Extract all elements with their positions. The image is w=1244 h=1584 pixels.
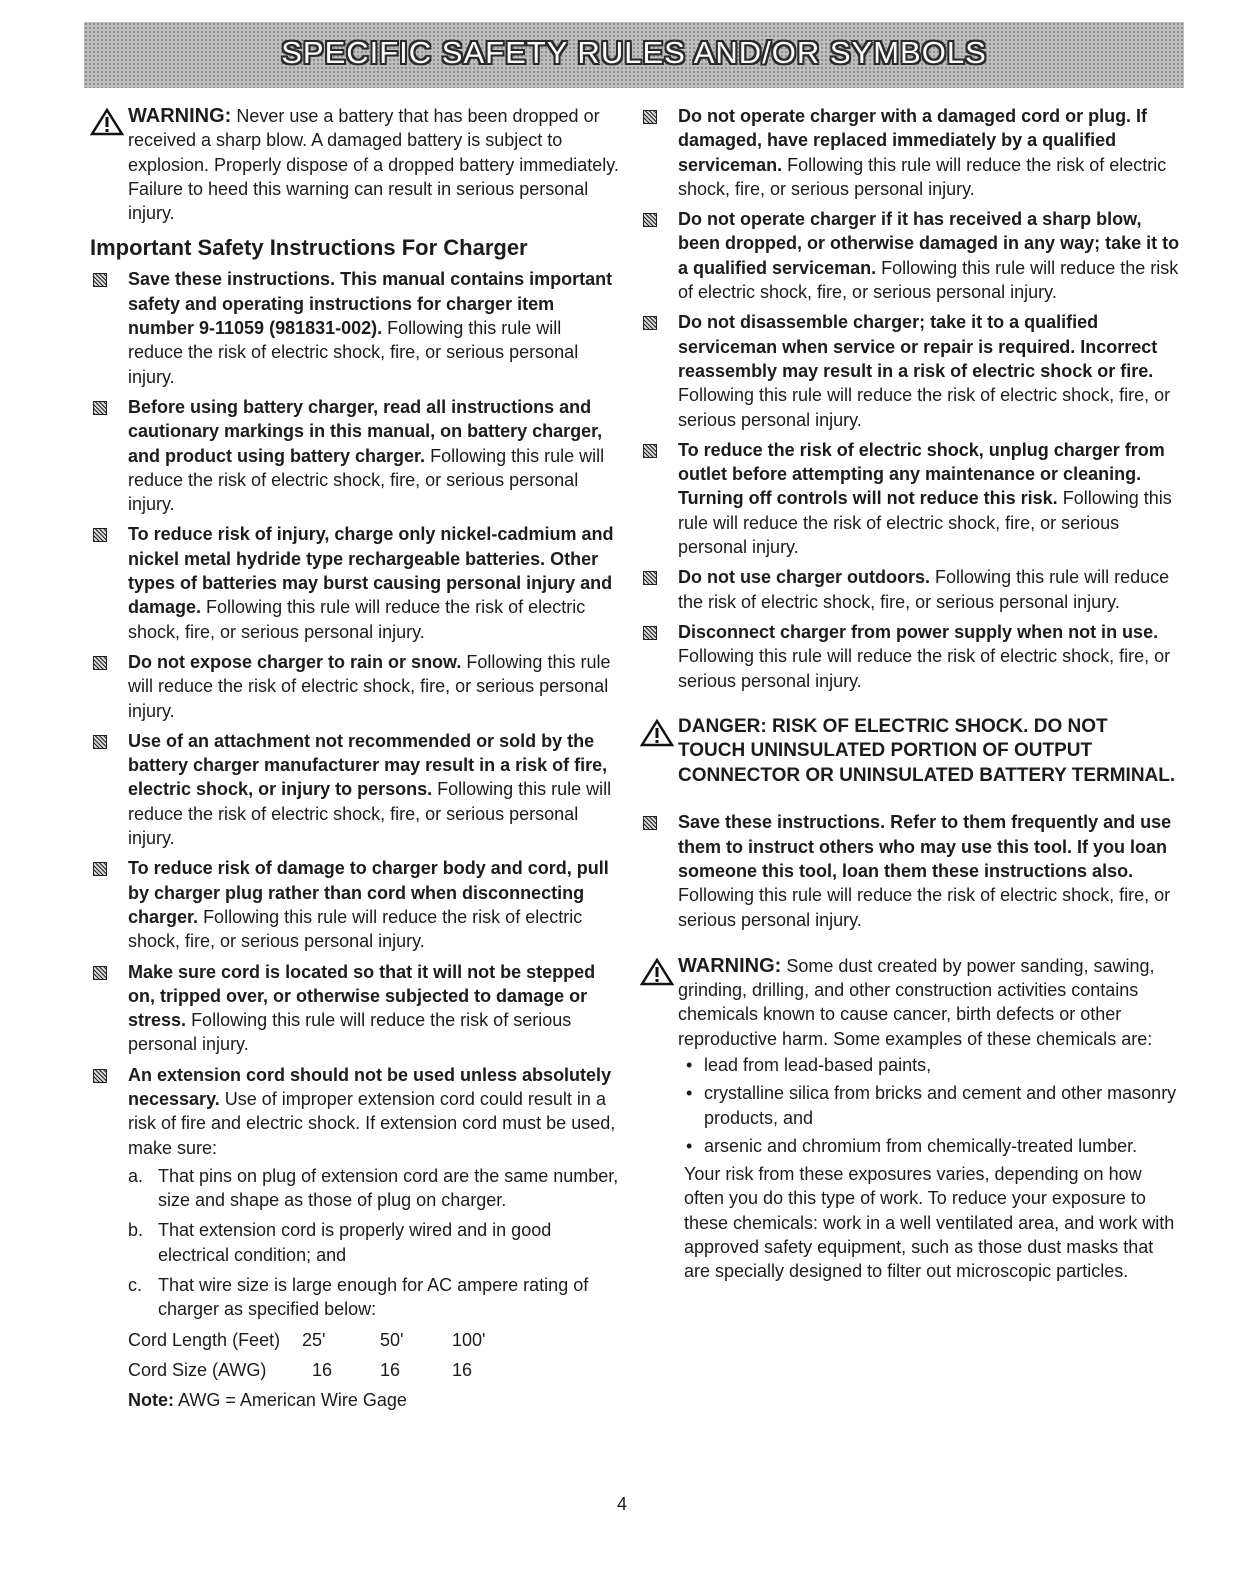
exposure-paragraph: Your risk from these exposures varies, depending on how often you do this type of work. To reduce your exposure to these chemicals: work in a well ventilated area, and work with approved safety equipment, such as those dust masks that are specially designed to filter out microscopic particles. [684, 1164, 1175, 1282]
list-item: To reduce risk of injury, charge only nickel-cadmium and nickel metal hydride type rechargeable batteries. Other types of batteries may burst causing personal injury and damage. Following this rule will reduce the risk of electric shock, fire, or serious personal injury. [90, 522, 620, 643]
table-row: Cord Length (Feet) 25' 50' 100' [128, 1329, 486, 1350]
square-bullet-icon [643, 571, 657, 585]
sub-item-b: b. That extension cord is properly wired and in good electrical condition; and [128, 1220, 552, 1265]
dust-warning [640, 954, 1180, 1051]
list-item: Do not operate charger if it has received a sharp blow, been dropped, or otherwise damaged in any way; take it to a qualified serviceman. Following this rule will reduce the risk of electric shock, fire, or serious personal injury. [640, 207, 1180, 304]
list-item: Before using battery charger, read all instructions and cautionary markings in this manual, on battery charger, and product using battery charger. Following this rule will reduce the risk of electric shock, fire, or serious personal injury. [90, 395, 620, 516]
left-column [90, 104, 620, 1418]
list-item: Make sure cord is located so that it will not be stepped on, tripped over, or otherwise subjected to damage or stress. Following this rule will reduce the risk of serious personal injury. [90, 960, 620, 1057]
list-item: To reduce the risk of electric shock, unplug charger from outlet before attempting any maintenance or cleaning. Turning off controls will not reduce this risk. Following this rule will reduce the risk of electric shock, fire, or serious personal injury. [640, 438, 1180, 559]
warning-triangle-icon [640, 719, 674, 747]
right-column [640, 104, 1180, 1284]
danger-notice [640, 715, 1180, 789]
page-number: 4 [616, 1494, 627, 1514]
cord-table [128, 1328, 620, 1412]
list-item: Do not operate charger with a damaged cord or plug. If damaged, have replaced immediately by a qualified serviceman. Following this rule will reduce the risk of electric shock, fire, or serious personal injury. [640, 104, 1180, 201]
chemical-list [640, 1053, 1180, 1158]
square-bullet-icon [643, 444, 657, 458]
square-bullet-icon [93, 966, 107, 980]
warning-triangle-icon [90, 108, 124, 136]
list-item: An extension cord should not be used unless absolutely necessary. Use of improper extension cord could result in a risk of fire and electric shock. If extension cord must be used, make sure: a. That pins on plug of extension cord are the same number, size and shape as those of plug on charger. b. That extension cord is properly wired and in good electrical condition; and c. That wire size is large enough for AC ampere rating of charger as specified below: Cord Length (Feet) 25' 50' 100' Cord Size (AWG) 16 16 16 Note: AWG = American Wire Gage [90, 1063, 620, 1412]
list-item: • arsenic and chromium from chemically-treated lumber. [684, 1134, 1180, 1158]
list-item: Do not expose charger to rain or snow. Following this rule will reduce the risk of electric shock, fire, or serious personal injury. [90, 650, 620, 723]
warning-triangle-icon [640, 958, 674, 986]
list-item: • lead from lead-based paints, [684, 1053, 1180, 1077]
list-item: Save these instructions. Refer to them frequently and use them to instruct others who may use this tool. If you loan someone this tool, loan them these instructions also. Following this rule will reduce the risk of electric shock, fire, or serious personal injury. [640, 810, 1180, 931]
warning-text: Some dust created by power sanding, sawing, grinding, drilling, and other construction activities contains chemicals known to cause cancer, birth defects or other reproductive harm. Some examples of these chemicals are: [678, 955, 1155, 1049]
square-bullet-icon [93, 656, 107, 670]
table-row: Cord Size (AWG) 16 16 16 [128, 1359, 473, 1380]
charger-instructions-heading: Important Safety Instructions For Charger [90, 235, 528, 261]
square-bullet-icon [643, 626, 657, 640]
square-bullet-icon [93, 1069, 107, 1083]
square-bullet-icon [93, 735, 107, 749]
square-bullet-icon [93, 401, 107, 415]
sub-item-c: c. That wire size is large enough for AC ampere rating of charger as specified below: [128, 1275, 589, 1320]
square-bullet-icon [643, 316, 657, 330]
square-bullet-icon [93, 862, 107, 876]
warning-label: WARNING: [128, 105, 232, 127]
list-item: Do not use charger outdoors. Following this rule will reduce the risk of electric shock, fire, or serious personal injury. [640, 565, 1180, 614]
list-item: Disconnect charger from power supply when not in use. Following this rule will reduce the risk of electric shock, fire, or serious personal injury. [640, 620, 1180, 693]
battery-warning [90, 104, 620, 225]
section-title: SPECIFIC SAFETY RULES AND/OR SYMBOLS [281, 35, 987, 70]
square-bullet-icon [93, 528, 107, 542]
list-item: Save these instructions. This manual contains important safety and operating instructions for charger item number 9-11059 (981831-002). Following this rule will reduce the risk of electric shock, fire, or serious personal injury. [90, 267, 620, 388]
list-item: Use of an attachment not recommended or sold by the battery charger manufacturer may result in a risk of fire, electric shock, or injury to persons. Following this rule will reduce the risk of electric shock, fire, or serious personal injury. [90, 729, 620, 850]
list-item: • crystalline silica from bricks and cement and other masonry products, and [684, 1081, 1180, 1130]
list-item: To reduce risk of damage to charger body and cord, pull by charger plug rather than cord when disconnecting charger. Following this rule will reduce the risk of electric shock, fire, or serious personal injury. [90, 856, 620, 953]
list-item: Do not disassemble charger; take it to a qualified serviceman when service or repair is required. Incorrect reassembly may result in a risk of electric shock or fire. Following this rule will reduce the risk of electric shock, fire, or serious personal injury. [640, 310, 1180, 431]
square-bullet-icon [643, 110, 657, 124]
square-bullet-icon [643, 213, 657, 227]
table-note: Note: AWG = American Wire Gage [128, 1389, 407, 1410]
danger-text: DANGER: RISK OF ELECTRIC SHOCK. DO NOT TOUCH UNINSULATED PORTION OF OUTPUT CONNECTOR OR UNINSULATED BATTERY TERMINAL. [678, 715, 1176, 786]
warning-text: Never use a battery that has been dropped or received a sharp blow. A damaged battery is subject to explosion. Properly dispose of a dropped battery immediately. Failure to heed this warning can result in serious personal injury. [128, 106, 619, 224]
square-bullet-icon [643, 816, 657, 830]
sub-item-a: a. That pins on plug of extension cord are the same number, size and shape as those of plug on charger. [128, 1165, 619, 1211]
warning-label: WARNING: [678, 954, 782, 977]
square-bullet-icon [93, 273, 107, 287]
section-banner [84, 22, 1184, 88]
